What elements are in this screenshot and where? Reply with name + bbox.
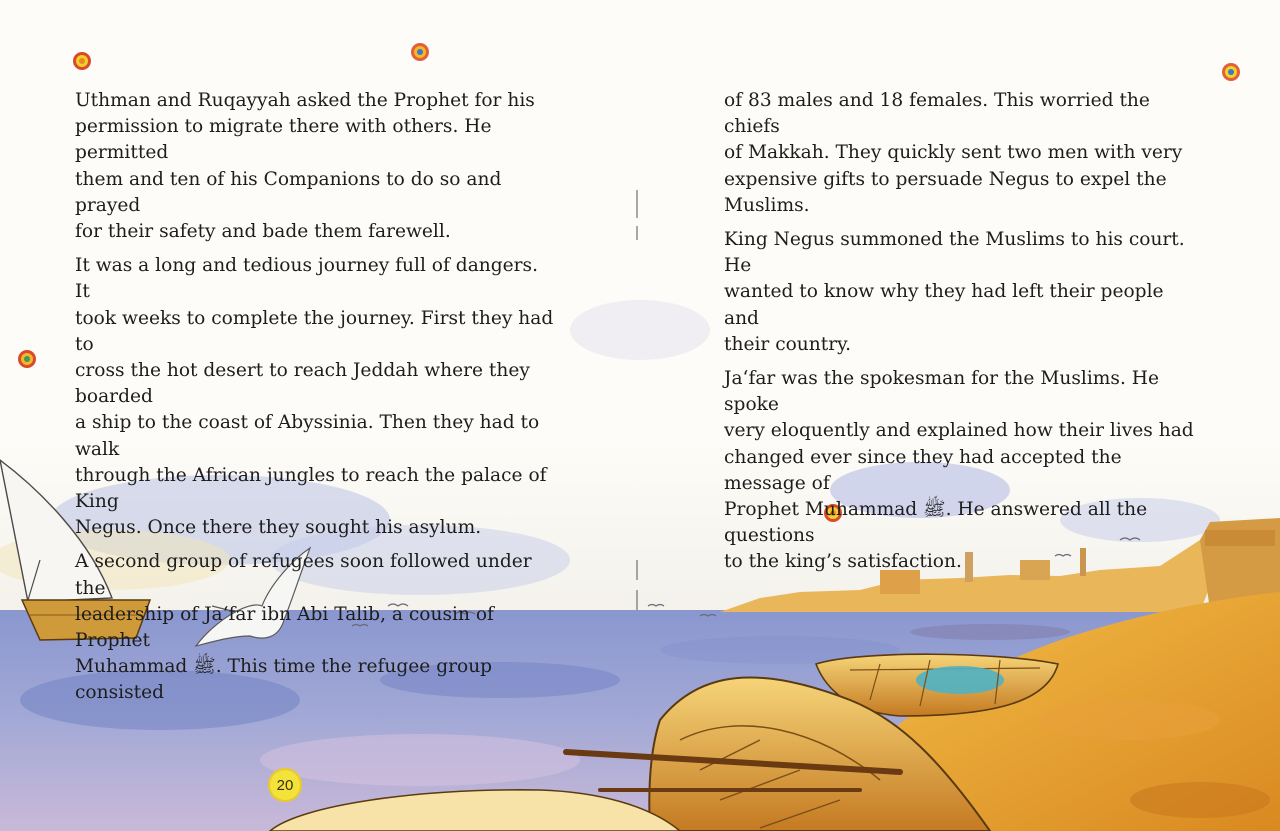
- page-gutter: [636, 0, 638, 831]
- flower-ornament-icon: [409, 41, 431, 63]
- paragraph: Uthman and Ruqayyah asked the Prophet for his permission to migrate there with others. He permitted them and ten of his Companions to do so and prayed for their safety and bade them farewell.: [75, 90, 535, 243]
- right-page-text: [724, 88, 1204, 584]
- paragraph: King Negus summoned the Muslims to his court. He wanted to know why they had left their people and their country.: [724, 229, 1185, 355]
- flower-ornament-icon: [16, 348, 38, 370]
- left-page-text: [75, 88, 555, 715]
- flower-ornament-icon: [1220, 61, 1242, 83]
- page-number: 20: [268, 768, 302, 802]
- paragraph: A second group of refugees soon followed under the leadership of Ja‘far ibn Abi Talib, a cousin of Prophet Muhammad ﷺ. This time the refugee group consisted: [75, 551, 532, 704]
- flower-ornament-icon: [71, 50, 93, 72]
- paragraph: Ja‘far was the spokesman for the Muslims. He spoke very eloquently and explained how their lives had changed ever since they had accepted the message of Prophet Muhammad ﷺ. He answered all the questions to the king’s satisfaction.: [724, 368, 1194, 573]
- paragraph: of 83 males and 18 females. This worried the chiefs of Makkah. They quickly sent two men with very expensive gifts to persuade Negus to expel the Muslims.: [724, 90, 1183, 216]
- paragraph: It was a long and tedious journey full of dangers. It took weeks to complete the journey. First they had to cross the hot desert to reach Jeddah where they boarded a ship to the coast of Abyssinia. Then they had to walk through the African jungles to reach the palace of King Negus. Once there they sought his asylum.: [75, 255, 554, 539]
